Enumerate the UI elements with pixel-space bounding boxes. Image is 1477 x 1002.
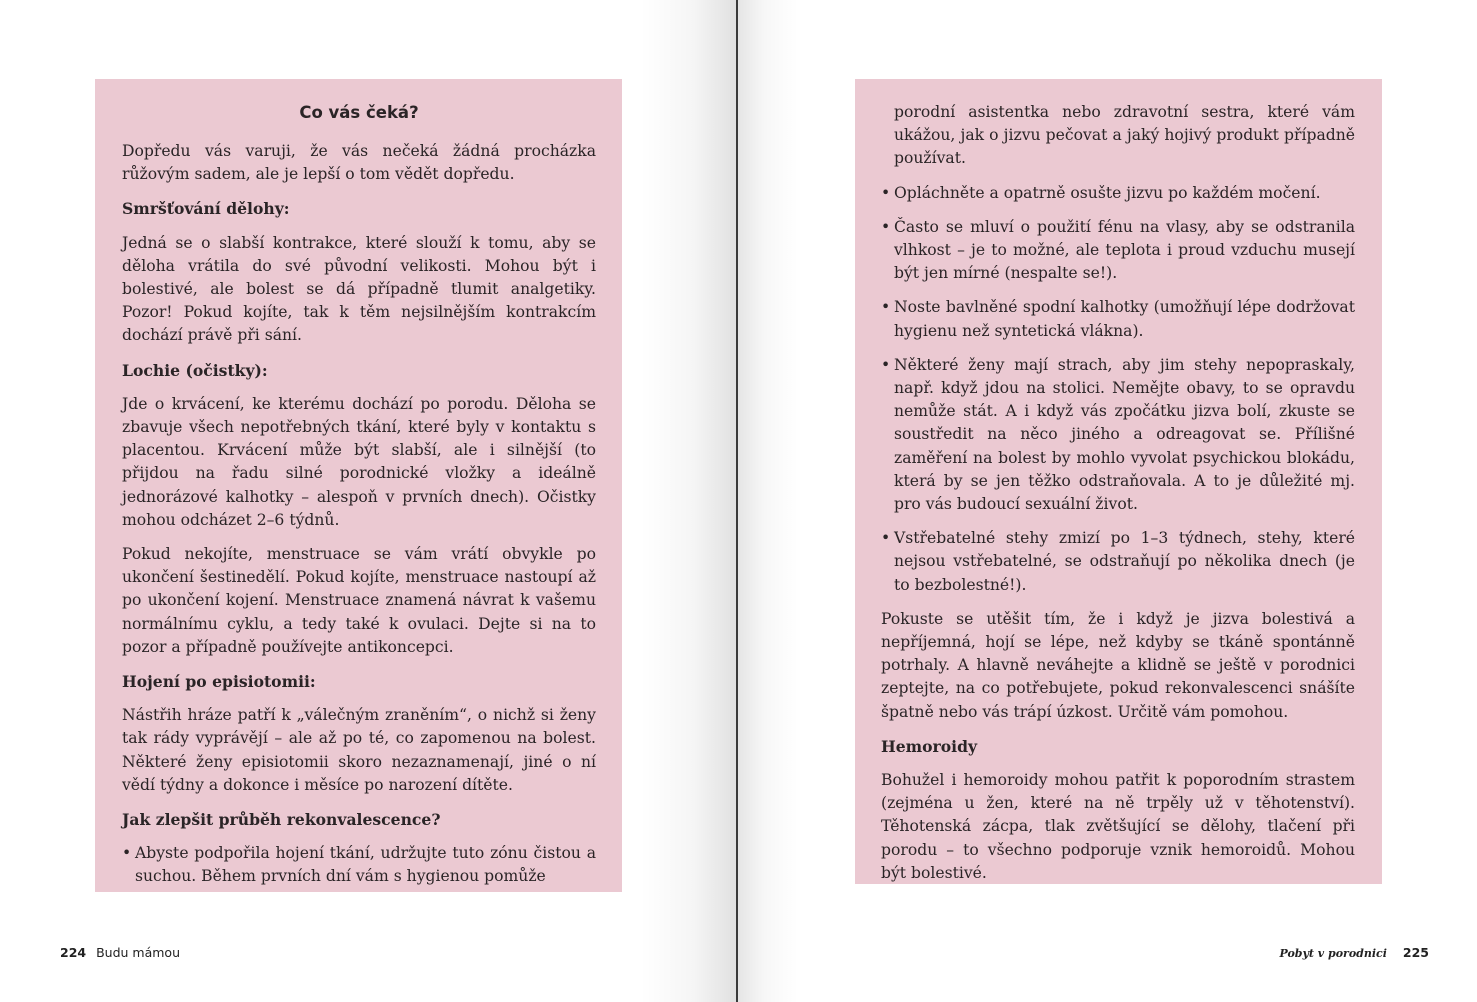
recovery-list [122, 842, 596, 888]
box-title: Co vás čeká? [299, 103, 419, 122]
list-item: • Některé ženy mají strach, aby jim stehy nepopraskaly, např. když jdou na stolici. Nemějte obavy, to se opravdu nemůže stát. A i když vás zpočátku jizva bolí, zkuste se soustředit na něco jiného a odreagovat se. Přílišné zaměření na bolest by mohlo vyvolat psychickou blokádu, která by se jen těžko odstraňovala. A to je důležité mj. pro vás budoucí sexuální život. [881, 354, 1355, 516]
page-footer-left [60, 945, 180, 960]
paragraph-lochia: Jde o krvácení, ke kterému dochází po porodu. Děloha se zbavuje všech nepotřebných tkání, které byly v kontaktu s placentou. Krvácení může být slabší, ale i silnější (to přijdou na řadu silné porodnické vložky a ideálně jednorázové kalhotky – alespoň v prvních dnech). Očistky mohou odcházet 2–6 týdnů. [122, 394, 596, 529]
heading-recovery: Jak zlepšit průběh rekonvalescence? [122, 810, 441, 830]
list-item: • Noste bavlněné spodní kalhotky (umožňují lépe dodržovat hygienu než syntetická vlákna). [881, 296, 1355, 342]
info-box-left [95, 79, 622, 892]
list-item: • Vstřebatelné stehy zmizí po 1–3 týdnech, stehy, které nejsou vstřebatelné, se odstraňují po několika dnech (je to bezbolestné!). [881, 527, 1355, 597]
gutter-shadow [738, 0, 798, 1002]
list-item: • Opláchněte a opatrně osušte jizvu po každém močení. [881, 182, 1355, 205]
page-number: 224 [60, 945, 87, 960]
left-page [0, 0, 737, 1002]
page-number: 225 [1402, 945, 1429, 960]
list-item-continuation: porodní asistentka nebo zdravotní sestra, které vám ukážou, jak o jizvu pečovat a jaký hojivý produkt případně používat. [894, 103, 1355, 168]
heading-episiotomy: Hojení po episiotomii: [122, 672, 316, 692]
right-page [738, 0, 1477, 1002]
paragraph-hemorrhoids: Bohužel i hemoroidy mohou patřit k poporodním strastem (zejména u žen, které na ně trpěly už v těhotenství). Těhotenská zácpa, tlak zvětšující se dělohy, tlačení při porodu – to všechno podporuje vznik hemoroidů. Mohou být bolestivé. [881, 771, 1355, 882]
paragraph-uterus: Jedná se o slabší kontrakce, které slouží k tomu, aby se děloha vrátila do své původní velikosti. Mohou být i bolestivé, ale bolest se dá případně tlumit analgetiky. Pozor! Pokud kojíte, tak k těm nejsilnějším kontrakcím dochází právě při sání. [122, 233, 596, 345]
page-footer-right [1279, 945, 1429, 960]
recovery-list-continued [881, 182, 1355, 597]
running-title: Pobyt v porodnici [1279, 947, 1387, 960]
list-item: • Často se mluví o použití fénu na vlasy, aby se odstranila vlhkost – je to možné, ale teplota i proud vzduchu musejí být jen mírné (nespalte se!). [881, 216, 1355, 286]
paragraph-comfort: Pokuste se utěšit tím, že i když je jizva bolestivá a nepříjemná, hojí se lépe, než kdyby se tkáně spontánně potrhaly. A hlavně neváhejte a klidně se ještě v porodnici zeptejte, na co potřebujete, pokud rekonvalescenci snášíte špatně nebo vás trápí úzkost. Určitě vám pomohou. [881, 609, 1355, 721]
list-item: • Abyste podpořila hojení tkání, udržujte tuto zónu čistou a suchou. Během prvních dní vám s hygienou pomůže [122, 842, 596, 888]
gutter-shadow [640, 0, 737, 1002]
info-box-right [855, 79, 1382, 884]
running-title: Budu mámou [96, 945, 180, 960]
heading-hemorrhoids: Hemoroidy [881, 736, 978, 756]
heading-uterus: Smršťování dělohy: [122, 199, 290, 219]
paragraph-episiotomy: Nástřih hráze patří k „válečným zraněním“, o nichž si ženy tak rády vyprávějí – ale až po té, co zapomenou na bolest. Některé ženy episiotomii skoro nezaznamenají, jiné o ní vědí týdny a dokonce i měsíce po narození dítěte. [122, 706, 596, 794]
intro-paragraph: Dopředu vás varuji, že vás nečeká žádná procházka růžovým sadem, ale je lepší o tom vědět dopředu. [122, 142, 596, 184]
paragraph-menstruation: Pokud nekojíte, menstruace se vám vrátí obvykle po ukončení šestinedělí. Pokud kojíte, menstruace nastoupí až po ukončení kojení. Menstruace znamená návrat k vašemu normálnímu cyklu, a tedy také k ovulaci. Dejte si na to pozor a případně používejte antikoncepci. [122, 545, 596, 656]
heading-lochia: Lochie (očistky): [122, 360, 268, 380]
